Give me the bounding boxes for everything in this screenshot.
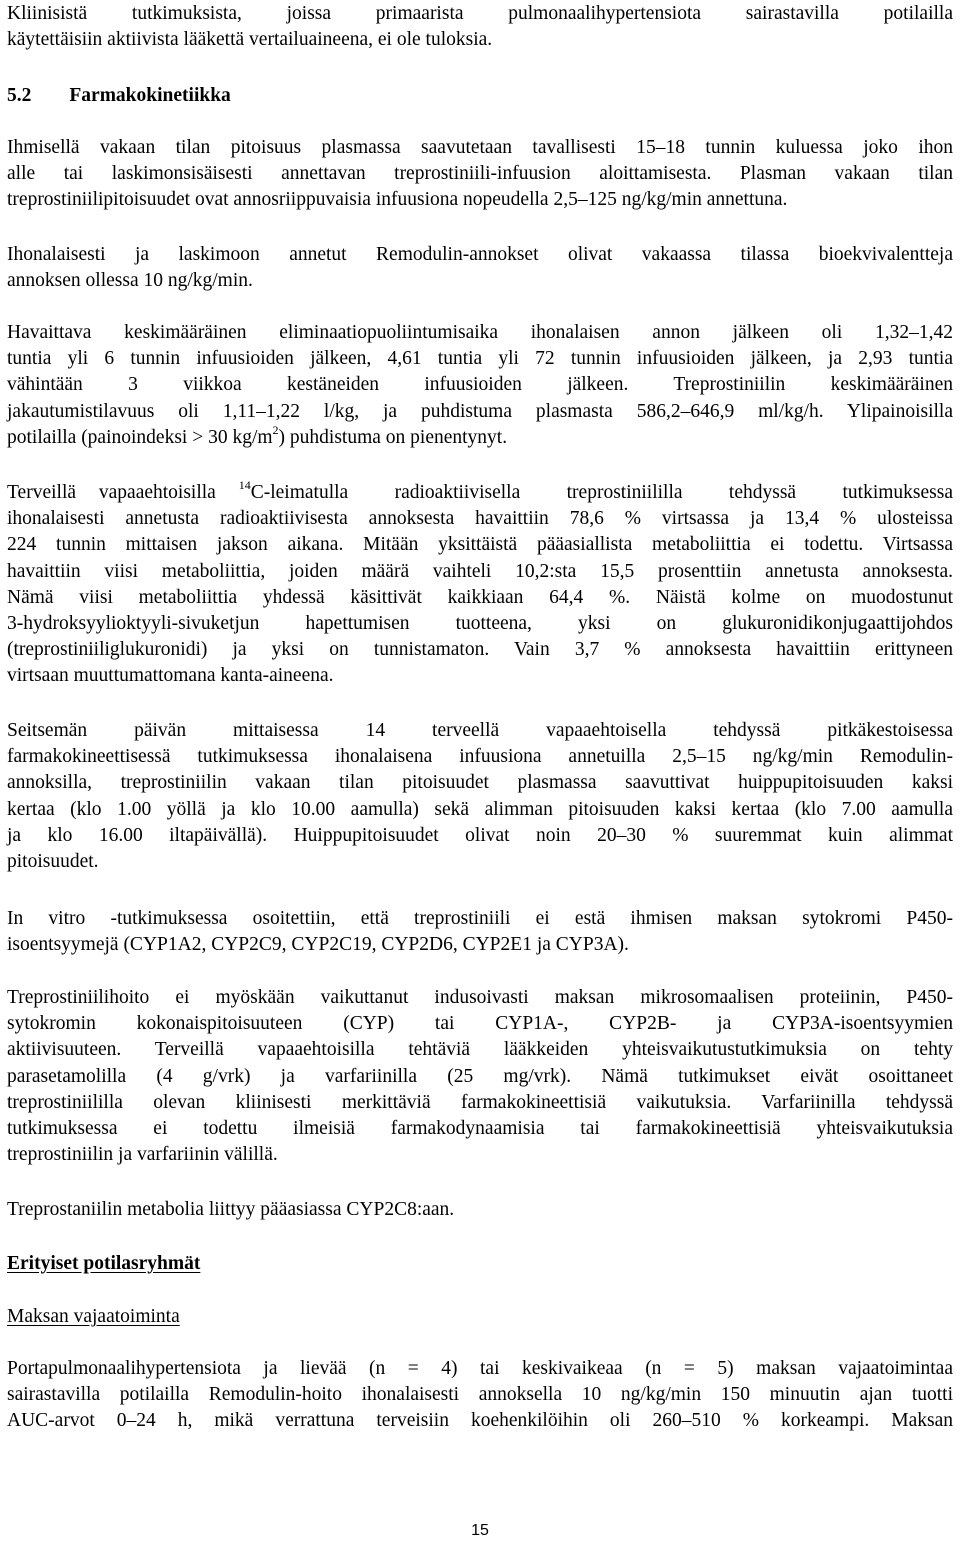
page-number: 15 (471, 1522, 489, 1539)
text-line: vähintään 3 viikkoa kestäneiden infuusioiden jälkeen. Treprostiniilin keskimääräinen (7, 374, 953, 396)
subheading-hepatic-impairment (7, 1304, 953, 1330)
text-line: kertaa (klo 1.00 yöllä ja klo 10.00 aamulla) sekä alimman pitoisuuden kaksi kertaa (klo 7.00 aamulla (7, 798, 953, 820)
paragraph-steady-state (7, 135, 953, 214)
superscript: 2 (272, 422, 279, 437)
paragraph-hepatic-impairment (7, 1356, 953, 1435)
text-line: virtsaan muuttumattomana kanta-aineena. (7, 665, 334, 687)
text-line: tutkimuksessa ei todettu ilmeisiä farmakodynaamisia tai farmakokineettisiä yhteisvaikutuksia (7, 1117, 953, 1139)
text-line: Nämä viisi metaboliittia yhdessä käsittivät kaikkiaan 64,4 %. Näistä kolme on muodostunut (7, 586, 953, 608)
text-line: In vitro -tutkimuksessa osoitettiin, että treprostiniili ei estä ihmisen maksan sytokromi P450- (7, 908, 953, 929)
text-line: sytokromin kokonaispitoisuuteen (CYP) tai CYP1A-, CYP2B- ja CYP3A-isoentsyymien (7, 1013, 953, 1035)
text-line: treprostiniililla olevan kliinisesti merkittäviä farmakokineettisiä vaikutuksia. Varfariinilla tehdyssä (7, 1091, 953, 1113)
text-line: potilailla (painoindeksi > 30 $kg/m^2$) puhdistuma on pienentynyt. (7, 422, 508, 448)
paragraph-seven-day-study (7, 718, 953, 875)
text-line: käytettäisiin aktiivista lääkettä vertailuaineena, ei ole tuloksia. (7, 29, 493, 51)
paragraph-in-vitro (7, 906, 953, 958)
text-line: treprostiniilipitoisuudet ovat annosriippuvaisia infuusiona nopeudella 2,5–125 ng/kg/min annettuna. (7, 189, 788, 211)
text-line: Havaittava keskimääräinen eliminaatiopuoliintumisaika ihonalaisen annon jälkeen oli 1,32–1,42 (7, 322, 953, 343)
paragraph-interactions (7, 985, 953, 1168)
paragraph-comparative-trials (7, 1, 953, 53)
heading-text: Erityiset potilasryhmät (7, 1253, 201, 1274)
text-line: AUC-arvot 0–24 h, mikä verrattuna terveisiin koehenkilöihin oli 260–510 % korkeampi. Maksan (7, 1410, 953, 1432)
text-line: ihonalaisesti annetusta radioaktiivisesta annoksesta havaittiin 78,6 % virtsassa ja 13,4 % ulosteissa (7, 508, 953, 530)
paragraph-elimination-half-life (7, 320, 953, 451)
text-line: sairastavilla potilailla Remodulin-hoito ihonalaisesti annoksella 10 ng/kg/min 150 minuutin ajan tuotti (7, 1384, 953, 1406)
text-line: tuntia yli 6 tunnin infuusioiden jälkeen, 4,61 tuntia yli 72 tunnin infuusioiden jälkeen, ja 2,93 tuntia (7, 348, 953, 370)
text-line: treprostiniilin ja varfariinin välillä. (7, 1144, 278, 1166)
paragraph-radiolabel-study (7, 480, 953, 690)
text-line: 224 tunnin mittaisen jakson aikana. Mitään yksittäistä pääasiallista metaboliittia ei todettu. Virtsassa (7, 534, 953, 556)
text-line: jakautumistilavuus oli 1,11–1,22 l/kg, ja puhdistuma plasmasta 586,2–646,9 ml/kg/h. Ylipainoisilla (7, 400, 953, 422)
text-line: Treprostaniilin metabolia liittyy pääasiassa CYP2C8:aan. (7, 1199, 455, 1220)
paragraph-bioequivalence (7, 242, 953, 294)
text-line: Seitsemän päivän mittaisessa 14 terveellä vapaaehtoisella tehdyssä pitkäkestoisessa (7, 720, 953, 741)
text-line: farmakokineettisessä tutkimuksessa ihonalaisena infuusiona annetuilla 2,5–15 ng/kg/min Remodulin- (7, 746, 953, 768)
section-heading-special-populations (7, 1251, 953, 1277)
text-line: Kliinisistä tutkimuksista, joissa primaarista pulmonaalihypertensiota sairastavilla potilailla (7, 3, 953, 24)
text-line: parasetamolilla (4 g/vrk) ja varfariinilla (25 mg/vrk). Nämä tutkimukset eivät osoittaneet (7, 1065, 953, 1087)
text-line: Treprostiniilihoito ei myöskään vaikuttanut indusoivasti maksan mikrosomaalisen proteiinin, P450- (7, 987, 953, 1008)
text-line: Ihmisellä vakaan tilan pitoisuus plasmassa saavutetaan tavallisesti 15–18 tunnin kuluessa joko ihon (7, 137, 953, 158)
subheading-text: Maksan vajaatoiminta (7, 1306, 180, 1327)
text-line: Ihonalaisesti ja laskimoon annetut Remodulin-annokset olivat vakaassa tilassa bioekvivalentteja (7, 244, 953, 265)
text-line: havaittiin viisi metaboliittia, joiden määrä vaihteli 10,2:sta 15,5 prosenttiin annetusta annoksesta. (7, 560, 953, 582)
text-line: alle tai laskimonsisäisesti annettavan treprostiniili-infuusion aloittamisesta. Plasman vakaan tilan (7, 163, 953, 185)
text-line: (treprostiniiliglukuronidi) ja yksi on tunnistamaton. Vain 3,7 % annoksesta havaittiin erittyneen (7, 639, 953, 661)
superscript: 14 (238, 478, 251, 492)
paragraph-metabolism (7, 1197, 953, 1223)
text-line: Portapulmonaalihypertensiota ja lievää (n = 4) tai keskivaikeaa (n = 5) maksan vajaatoimintaa (7, 1358, 953, 1379)
text-line: pitoisuudet. (7, 850, 99, 872)
text-line: annoksen ollessa 10 ng/kg/min. (7, 270, 253, 292)
section-title: Farmakokinetiikka (69, 85, 231, 106)
text-line: annoksilla, treprostiniilin vakaan tilan pitoisuudet plasmassa saavuttivat huippupitoisuuden kaksi (7, 772, 953, 794)
text-line: isoentsyymejä (CYP1A2, CYP2C9, CYP2C19, CYP2D6, CYP2E1 ja CYP3A). (7, 934, 629, 956)
section-heading-pharmacokinetics (7, 83, 953, 109)
text-line: Terveillä vapaaehtoisilla $^{14}$C-leimatulla radioaktiivisella treprostiniililla tehdyssä tutkimuksessa (7, 478, 953, 503)
section-number: 5.2 (7, 85, 32, 106)
text-line: ja klo 16.00 iltapäivällä). Huippupitoisuudet olivat noin 20–30 % suuremmat kuin alimmat (7, 824, 953, 846)
text-line: aktiivisuuteen. Terveillä vapaaehtoisilla tehtäviä lääkkeiden yhteisvaikutustutkimuksia on tehty (7, 1039, 953, 1061)
text-line: 3-hydroksyylioktyyli-sivuketjun hapettumisen tuotteena, yksi on glukuronidikonjugaattijohdos (7, 612, 953, 634)
